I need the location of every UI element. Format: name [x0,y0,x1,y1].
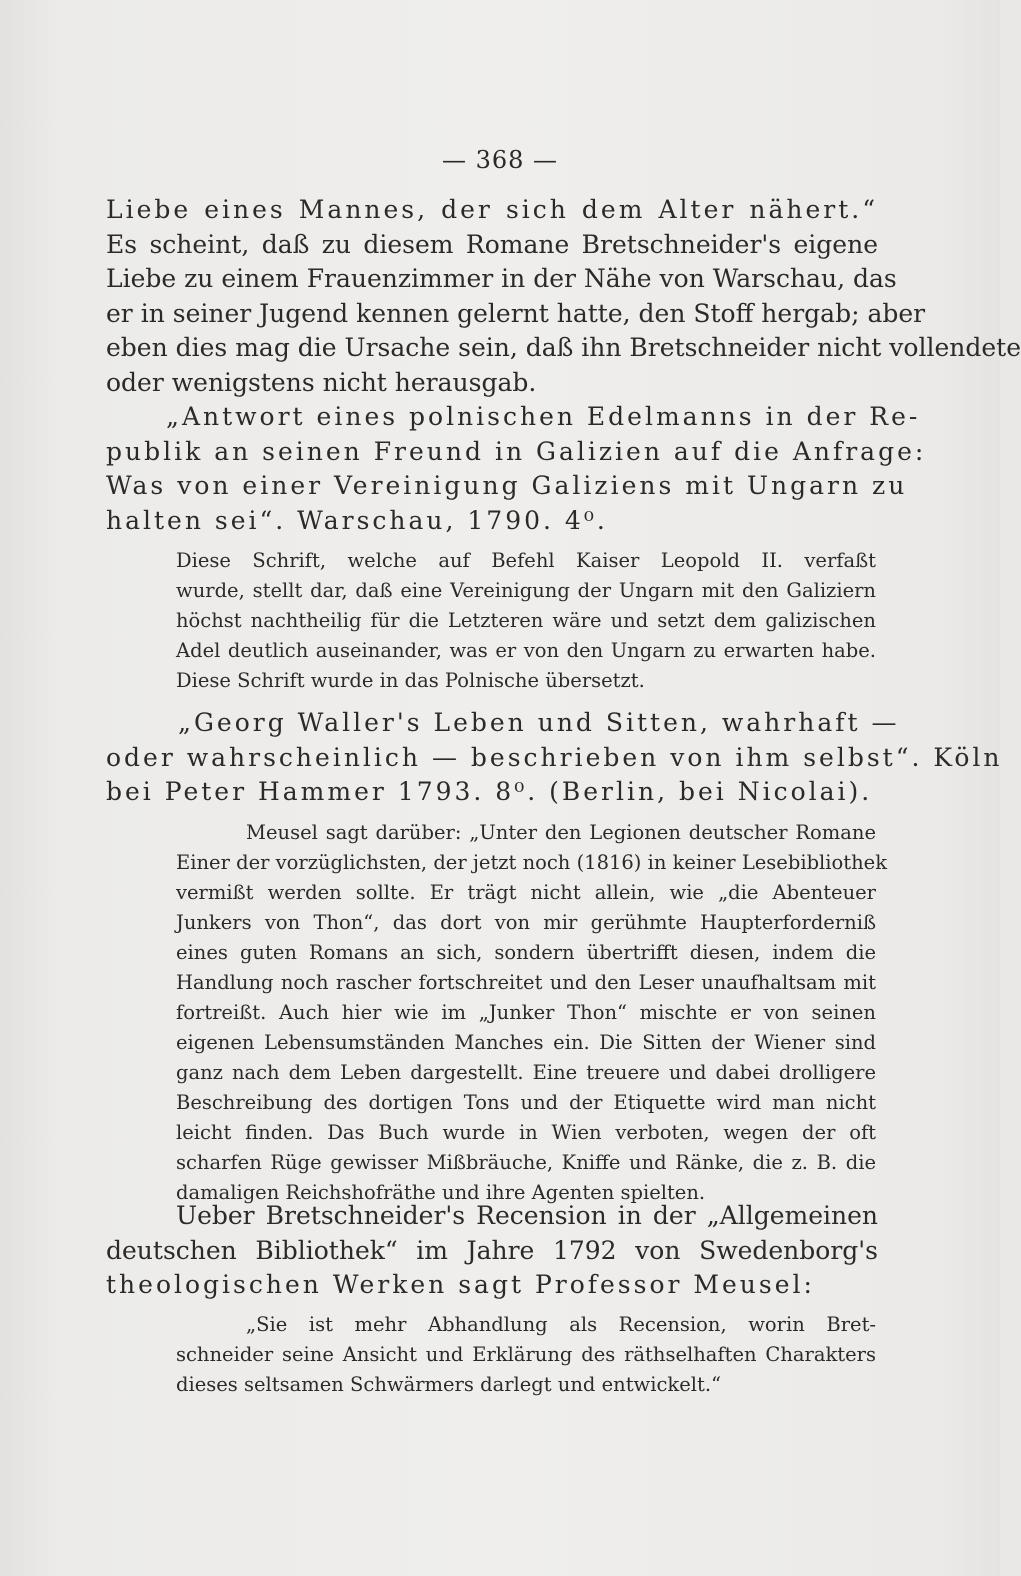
text-line: wurde, stellt dar, daß eine Vereinigung der Ungarn mit den Galiziern [176,579,876,602]
text-line: Liebe eines Mannes, der sich dem Alter nähert.“ [106,195,878,224]
text-line: eben dies mag die Ursache sein, daß ihn Bretschneider nicht vollendete [106,333,1021,362]
text-line: dieses seltsamen Schwärmers darlegt und entwickelt.“ [176,1373,721,1396]
text-line: Handlung noch rascher fortschreitet und den Leser unaufhaltsam mit [176,971,876,994]
text-line: ganz nach dem Leben dargestellt. Eine treuere und dabei drolligere [176,1061,876,1084]
page-number: — 368 — [441,146,559,174]
text-line: eines guten Romans an sich, sondern übertrifft diesen, indem die [176,941,876,964]
text-line: scharfen Rüge gewisser Mißbräuche, Kniffe und Ränke, die z. B. die [176,1151,876,1174]
text-line: Diese Schrift, welche auf Befehl Kaiser Leopold II. verfaßt [176,549,876,572]
text-line: „Antwort eines polnischen Edelmanns in der Re- [166,402,921,431]
text-line: „Sie ist mehr Abhandlung als Recension, worin Bret- [246,1313,876,1336]
text-line: „Georg Waller's Leben und Sitten, wahrhaft — [178,708,900,737]
text-line: Ueber Bretschneider's Recension in der „Allgemeinen [176,1201,878,1230]
text-line: schneider seine Ansicht und Erklärung des räthselhaften Charakters [176,1343,876,1366]
text-line: bei Peter Hammer 1793. 8⁰. (Berlin, bei Nicolai). [106,777,873,806]
text-line: theologischen Werken sagt Professor Meusel: [106,1270,815,1299]
text-line: oder wahrscheinlich — beschrieben von ihm selbst“. Köln [106,742,1003,772]
text-line: deutschen Bibliothek“ im Jahre 1792 von Swedenborg's [106,1235,878,1265]
text-line: eigenen Lebensumständen Manches ein. Die Sitten der Wiener sind [176,1031,876,1054]
text-line: Diese Schrift wurde in das Polnische übersetzt. [176,669,645,692]
text-line: Meusel sagt darüber: „Unter den Legionen deutscher Romane [246,821,876,844]
commentary-meusel [176,818,888,1208]
book-entry-antwort [106,400,927,538]
quote-meusel [176,1310,876,1400]
text-line: vermißt werden sollte. Er trägt nicht allein, wie „die Abenteuer [176,881,876,904]
paragraph-recension [106,1199,878,1303]
text-line: publik an seinen Freund in Galizien auf die Anfrage: [106,436,927,466]
text-line: Liebe zu einem Frauenzimmer in der Nähe von Warschau, das [106,264,897,293]
text-line: Einer der vorzüglichsten, der jetzt noch (1816) in keiner Lesebibliothek [176,851,888,874]
book-entry-waller [106,706,1003,810]
text-line: damaligen Reichshofräthe und ihre Agenten spielten. [176,1181,706,1204]
text-line: halten sei“. Warschau, 1790. 4⁰. [106,505,608,535]
text-line: Junkers von Thon“, das dort von mir gerühmte Haupterforderniß [176,911,876,934]
text-line: leicht finden. Das Buch wurde in Wien verboten, wegen der oft [176,1121,876,1144]
text-line: Was von einer Vereinigung Galiziens mit Ungarn zu [106,471,908,500]
text-line: er in seiner Jugend kennen gelernt hatte, den Stoff hergab; aber [106,298,926,328]
text-line: Adel deutlich auseinander, was er von den Ungarn zu erwarten habe. [176,639,876,662]
commentary-antwort [176,546,876,696]
text-line: fortreißt. Auch hier wie im „Junker Thon“ mischte er von seinen [176,1001,876,1024]
paragraph-continuation [106,193,1021,400]
text-line: Beschreibung des dortigen Tons und der Etiquette wird man nicht [176,1091,876,1114]
text-line: höchst nachtheilig für die Letzteren wäre und setzt dem galizischen [176,609,876,632]
text-line: oder wenigstens nicht herausgab. [106,367,537,397]
text-line: Es scheint, daß zu diesem Romane Bretschneider's eigene [106,229,878,259]
